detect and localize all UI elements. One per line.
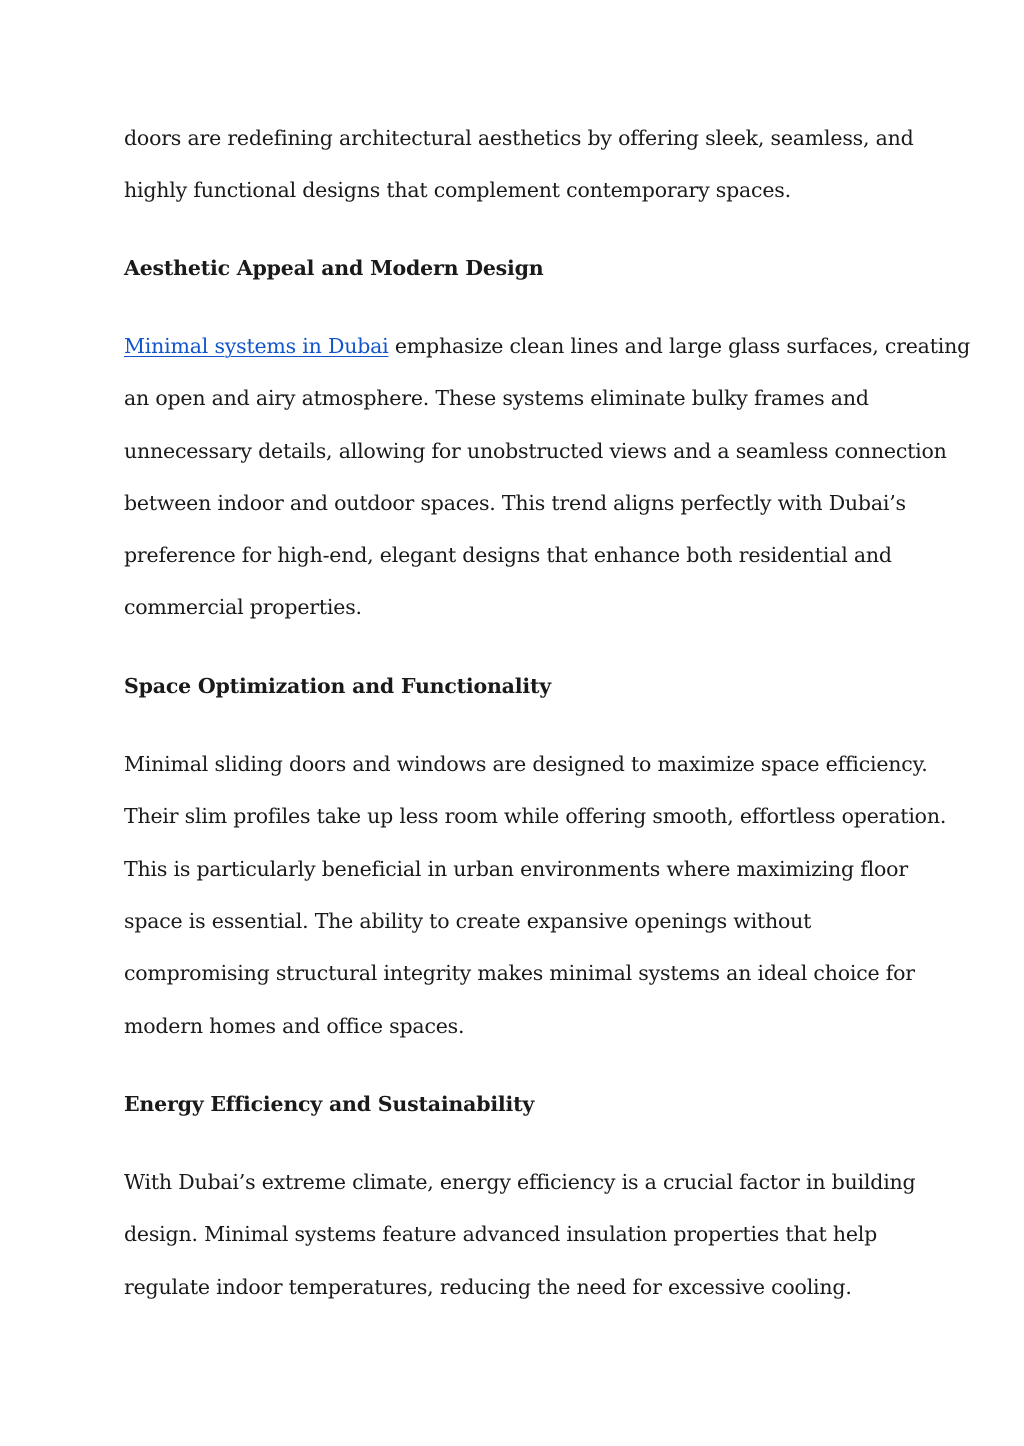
section2-line-6: modern homes and office spaces.: [124, 1014, 465, 1038]
section1-line-1-text: emphasize clean lines and large glass surfaces, creating: [388, 334, 971, 358]
section3-line-3: regulate indoor temperatures, reducing the need for excessive cooling.: [124, 1275, 852, 1299]
section-heading-energy: Energy Efficiency and Sustainability: [124, 1092, 535, 1116]
section1-line-6: commercial properties.: [124, 595, 362, 619]
section3-line-2: design. Minimal systems feature advanced insulation properties that help: [124, 1222, 878, 1246]
section1-line-3: unnecessary details, allowing for unobstructed views and a seamless connection: [124, 439, 947, 463]
section-heading-aesthetic: Aesthetic Appeal and Modern Design: [124, 256, 544, 280]
section-heading-space: Space Optimization and Functionality: [124, 674, 551, 698]
section1-line-2: an open and airy atmosphere. These systems eliminate bulky frames and: [124, 386, 869, 410]
section2-line-3: This is particularly beneficial in urban environments where maximizing floor: [124, 857, 908, 881]
minimal-systems-dubai-link[interactable]: Minimal systems in Dubai: [124, 334, 389, 358]
section2-line-1: Minimal sliding doors and windows are designed to maximize space efficiency.: [124, 752, 928, 776]
section2-line-2: Their slim profiles take up less room while offering smooth, effortless operation.: [124, 804, 947, 828]
section3-line-1: With Dubai’s extreme climate, energy efficiency is a crucial factor in building: [124, 1170, 916, 1194]
section1-line-4: between indoor and outdoor spaces. This trend aligns perfectly with Dubai’s: [124, 491, 906, 515]
section1-line-5: preference for high-end, elegant designs that enhance both residential and: [124, 543, 892, 567]
section2-line-4: space is essential. The ability to create expansive openings without: [124, 909, 812, 933]
section2-line-5: compromising structural integrity makes minimal systems an ideal choice for: [124, 961, 915, 985]
section1-line-1: [124, 332, 970, 360]
intro-line-1: doors are redefining architectural aesthetics by offering sleek, seamless, and: [124, 126, 914, 150]
intro-line-2: highly functional designs that complement contemporary spaces.: [124, 178, 791, 202]
